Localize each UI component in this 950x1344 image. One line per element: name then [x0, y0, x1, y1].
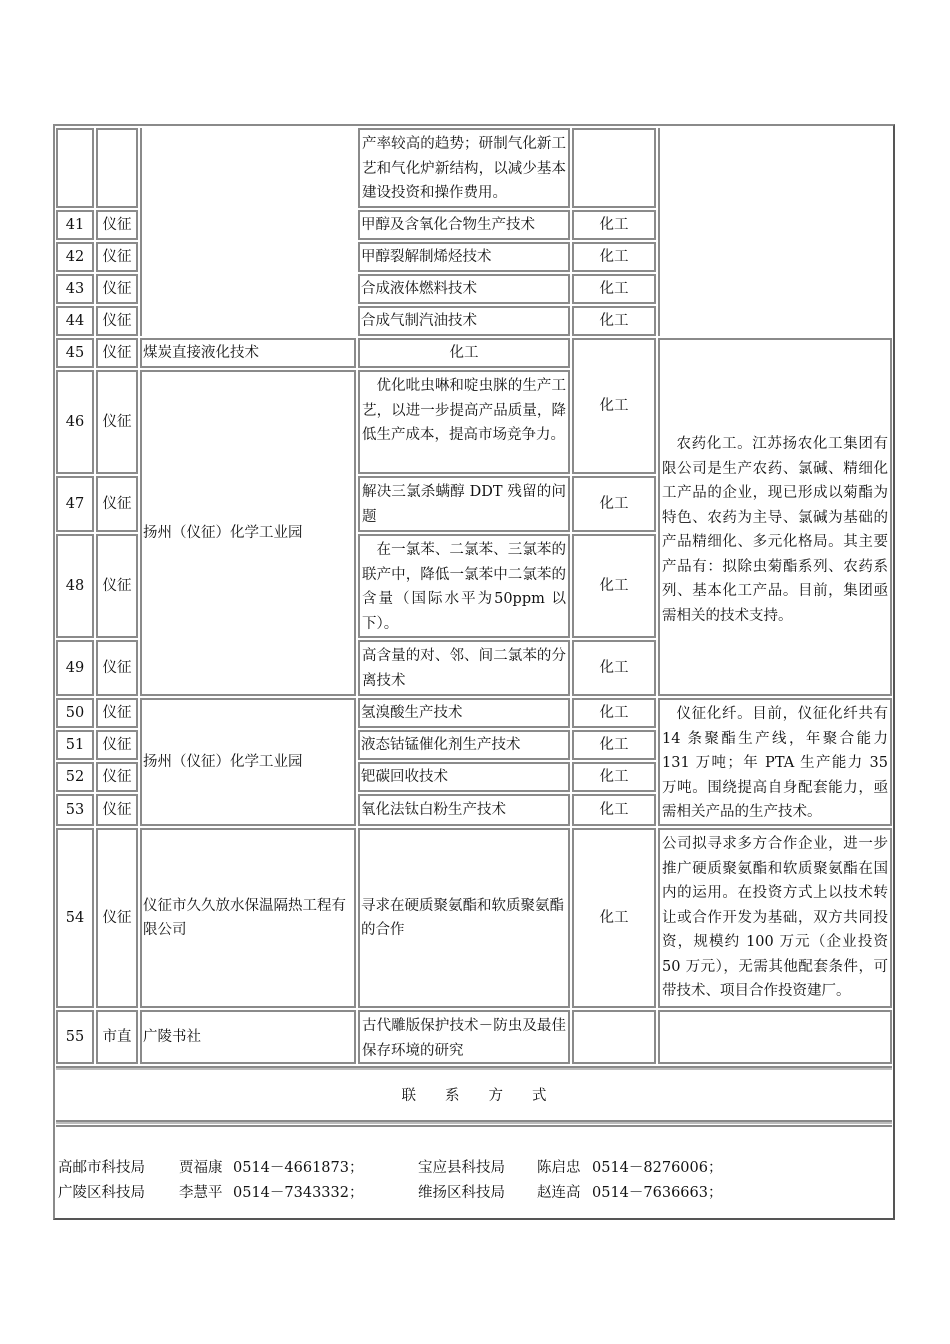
row-area: 仪征	[96, 828, 138, 1008]
divider	[56, 1120, 892, 1124]
row-number: 55	[56, 1010, 94, 1064]
row-area: 仪征	[96, 730, 138, 760]
project-cell: 古代雕版保护技术－防虫及最佳保存环境的研究	[358, 1010, 570, 1064]
project-cell: 甲醇及含氧化合物生产技术	[358, 210, 570, 240]
row-area: 仪征	[96, 306, 138, 336]
category-cell: 化工	[572, 210, 656, 240]
contact-person: 李慧平	[179, 1185, 223, 1201]
contact-org: 高邮市科技局	[58, 1160, 145, 1176]
row-area: 仪征	[96, 640, 138, 696]
unit-cell: 扬州（仪征）化学工业园	[140, 370, 356, 696]
row-area: 仪征	[96, 794, 138, 826]
contact-org: 维扬区科技局	[418, 1185, 505, 1201]
row-area: 仪征	[96, 762, 138, 792]
unit-block-empty	[140, 128, 356, 336]
unit-cell: 仪征市久久放水保温隔热工程有限公司	[140, 828, 356, 1008]
row-number: 48	[56, 534, 94, 638]
contact-phone: 0514－7343332；	[233, 1185, 364, 1201]
category-cell: 化工	[572, 828, 656, 1008]
row-number: 42	[56, 242, 94, 272]
category-cell: 化工	[572, 476, 656, 532]
project-cell: 合成液体燃料技术	[358, 274, 570, 304]
row-area: 仪征	[96, 698, 138, 728]
category-cell: 化工	[572, 794, 656, 826]
row-number: 51	[56, 730, 94, 760]
category-cell: 化工	[572, 534, 656, 638]
note-cell: 公司拟寻求多方合作企业，进一步推广硬质聚氨酯和软质聚氨酯在国内的运用。在投资方式上以技术转让或合作开发为基础，双方共同投资，规模约 100 万元（企业投资 50 万元），无需其他配套条件，可带技术、项目合作投资建厂。	[658, 828, 892, 1008]
category-cell	[572, 128, 656, 208]
project-cell: 合成气制汽油技术	[358, 306, 570, 336]
unit-cell: 扬州（仪征）化学工业园	[140, 698, 356, 826]
row-number: 54	[56, 828, 94, 1008]
contact-heading: 联 系 方 式	[401, 1087, 547, 1104]
category-cell: 化工	[572, 640, 656, 696]
unit-cell: 煤炭直接液化技术	[140, 338, 356, 368]
row-area: 仪征	[96, 370, 138, 474]
note-block-empty	[658, 128, 892, 336]
category-cell: 化工	[572, 242, 656, 272]
project-cell: 在一氯苯、二氯苯、三氯苯的联产中，降低一氯苯中二氯苯的含量（国际水平为50ppm 以下）。	[358, 534, 570, 638]
row-number: 53	[56, 794, 94, 826]
project-cell: 解决三氯杀螨醇 DDT 残留的问题	[358, 476, 570, 532]
note-cell	[658, 1010, 892, 1064]
contact-phone: 0514－4661873；	[233, 1160, 364, 1176]
category-cell: 化工	[572, 274, 656, 304]
contact-org: 广陵区科技局	[58, 1185, 145, 1201]
divider	[56, 1066, 892, 1070]
row-area: 仪征	[96, 338, 138, 368]
project-cell: 液态钴锰催化剂生产技术	[358, 730, 570, 760]
row-number: 45	[56, 338, 94, 368]
category-cell: 化工	[572, 306, 656, 336]
contact-org: 宝应县科技局	[418, 1160, 505, 1176]
row-number: 52	[56, 762, 94, 792]
row-number: 46	[56, 370, 94, 474]
project-cell: 钯碳回收技术	[358, 762, 570, 792]
category-cell: 化工	[572, 762, 656, 792]
contact-person: 贾福康	[179, 1160, 223, 1176]
category-cell: 化工	[572, 730, 656, 760]
contact-phone: 0514－8276006；	[592, 1160, 723, 1176]
row-area: 仪征	[96, 242, 138, 272]
note-cell: 农药化工。江苏扬农化工集团有限公司是生产农药、氯碱、精细化工产品的企业，现已形成以菊酯为特色、农药为主导、氯碱为基础的产品精细化、多元化格局。其主要产品有：拟除虫菊酯系列、农药系列、基本化工产品。目前，集团亟需相关的技术支持。	[658, 338, 892, 696]
row-area: 仪征	[96, 534, 138, 638]
row-area: 仪征	[96, 476, 138, 532]
project-cell: 高含量的对、邻、间二氯苯的分离技术	[358, 640, 570, 696]
category-cell: 化工	[572, 338, 656, 474]
table-row	[96, 128, 138, 208]
row-number: 47	[56, 476, 94, 532]
row-number: 43	[56, 274, 94, 304]
table-row	[56, 128, 94, 208]
row-number: 41	[56, 210, 94, 240]
divider	[56, 1125, 892, 1127]
project-cell: 化工	[358, 338, 570, 368]
category-cell	[572, 1010, 656, 1064]
row-area: 仪征	[96, 274, 138, 304]
unit-cell: 广陵书社	[140, 1010, 356, 1064]
category-cell: 化工	[572, 698, 656, 728]
row-number: 49	[56, 640, 94, 696]
row-number: 50	[56, 698, 94, 728]
contact-person: 赵连高	[537, 1185, 581, 1201]
project-cell: 优化吡虫啉和啶虫脒的生产工艺，以进一步提高产品质量，降低生产成本，提高市场竞争力。	[358, 370, 570, 474]
row-area: 市直	[96, 1010, 138, 1064]
project-cell: 产率较高的趋势；研制气化新工艺和气化炉新结构，以减少基本建设投资和操作费用。	[358, 128, 570, 208]
project-cell: 氧化法钛白粉生产技术	[358, 794, 570, 826]
project-cell: 氢溴酸生产技术	[358, 698, 570, 728]
row-area: 仪征	[96, 210, 138, 240]
contact-phone: 0514－7636663；	[592, 1185, 723, 1201]
project-cell: 甲醇裂解制烯烃技术	[358, 242, 570, 272]
note-cell: 仪征化纤。目前，仪征化纤共有 14 条聚酯生产线，年聚合能力 131 万吨；年 PTA 生产能力 35 万吨。围绕提高自身配套能力，亟需相关产品的生产技术。	[658, 698, 892, 826]
project-cell: 寻求在硬质聚氨酯和软质聚氨酯的合作	[358, 828, 570, 1008]
contact-person: 陈启忠	[537, 1160, 581, 1176]
row-number: 44	[56, 306, 94, 336]
